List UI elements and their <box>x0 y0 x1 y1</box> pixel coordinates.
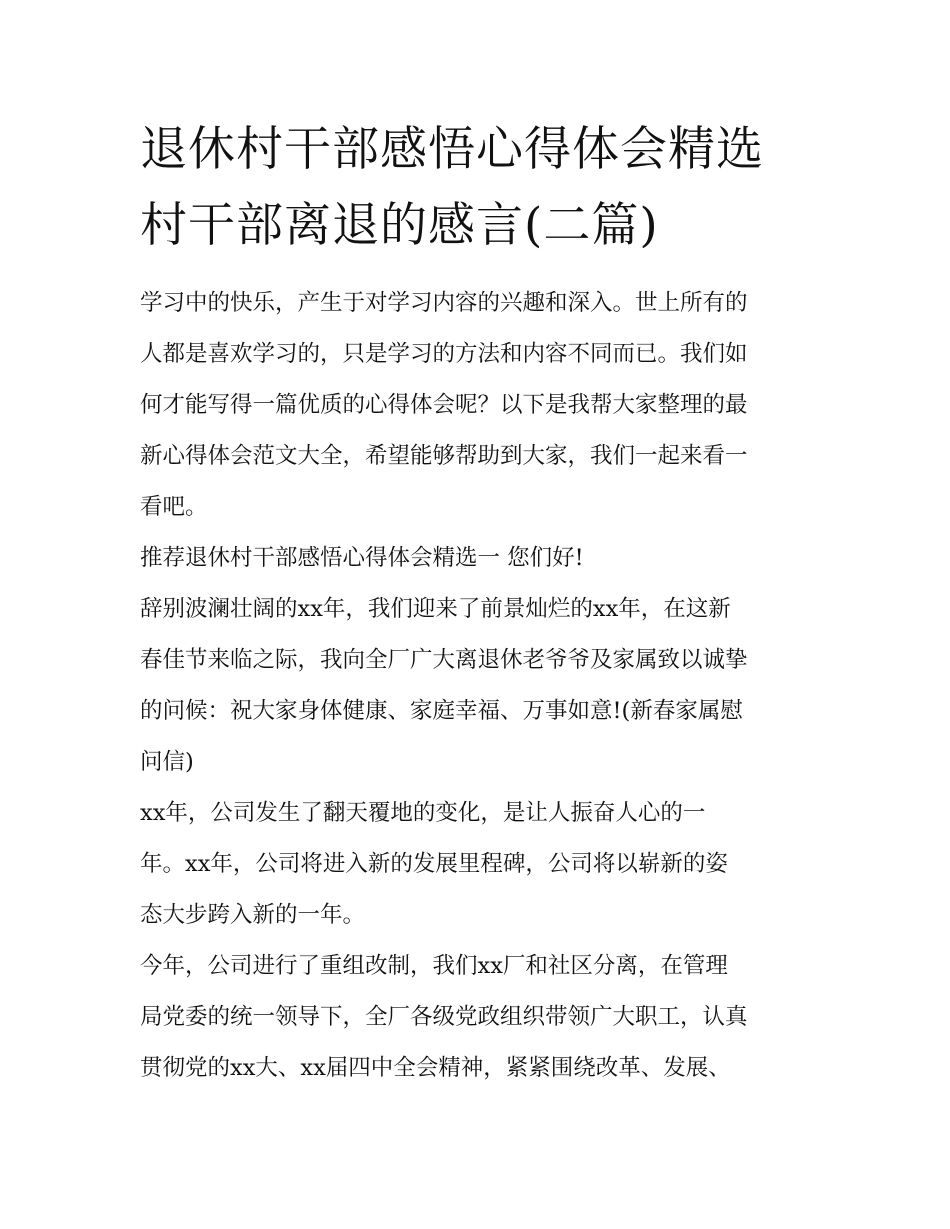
body-line: 春佳节来临之际，我向全厂广大离退休老爷爷及家属致以诚挚 <box>140 647 748 673</box>
body-line: 局党委的统一领导下，全厂各级党政组织带领广大职工，认真 <box>140 1004 748 1030</box>
body-line: 看吧。 <box>140 494 208 520</box>
body-line: 辞别波澜壮阔的xx年，我们迎来了前景灿烂的xx年，在这新 <box>140 596 731 622</box>
body-line: xx年，公司发生了翻天覆地的变化，是让人振奋人心的一 <box>140 800 706 826</box>
body-line: 推荐退休村干部感悟心得体会精选一 您们好! <box>140 545 584 571</box>
body-line: 问信) <box>140 749 194 775</box>
body-line: 今年，公司进行了重组改制，我们xx厂和社区分离，在管理 <box>140 953 728 979</box>
title-line-2: 村干部离退的感言(二篇) <box>140 198 659 253</box>
body-line: 贯彻党的xx大、xx届四中全会精神，紧紧围绕改革、发展、 <box>140 1055 731 1081</box>
body-line: 何才能写得一篇优质的心得体会呢？以下是我帮大家整理的最 <box>140 392 748 418</box>
document-body <box>140 278 820 1094</box>
body-line: 的问候：祝大家身体健康、家庭幸福、万事如意!(新春家属慰 <box>140 698 743 724</box>
body-line: 态大步跨入新的一年。 <box>140 902 366 928</box>
body-line: 新心得体会范文大全，希望能够帮助到大家，我们一起来看一 <box>140 443 748 469</box>
title-line-1: 退休村干部感悟心得体会精选 <box>140 122 764 177</box>
body-line: 年。xx年，公司将进入新的发展里程碑，公司将以崭新的姿 <box>140 851 728 877</box>
document-title <box>140 112 840 264</box>
body-line: 学习中的快乐，产生于对学习内容的兴趣和深入。世上所有的 <box>140 290 748 316</box>
body-line: 人都是喜欢学习的，只是学习的方法和内容不同而已。我们如 <box>140 341 748 367</box>
